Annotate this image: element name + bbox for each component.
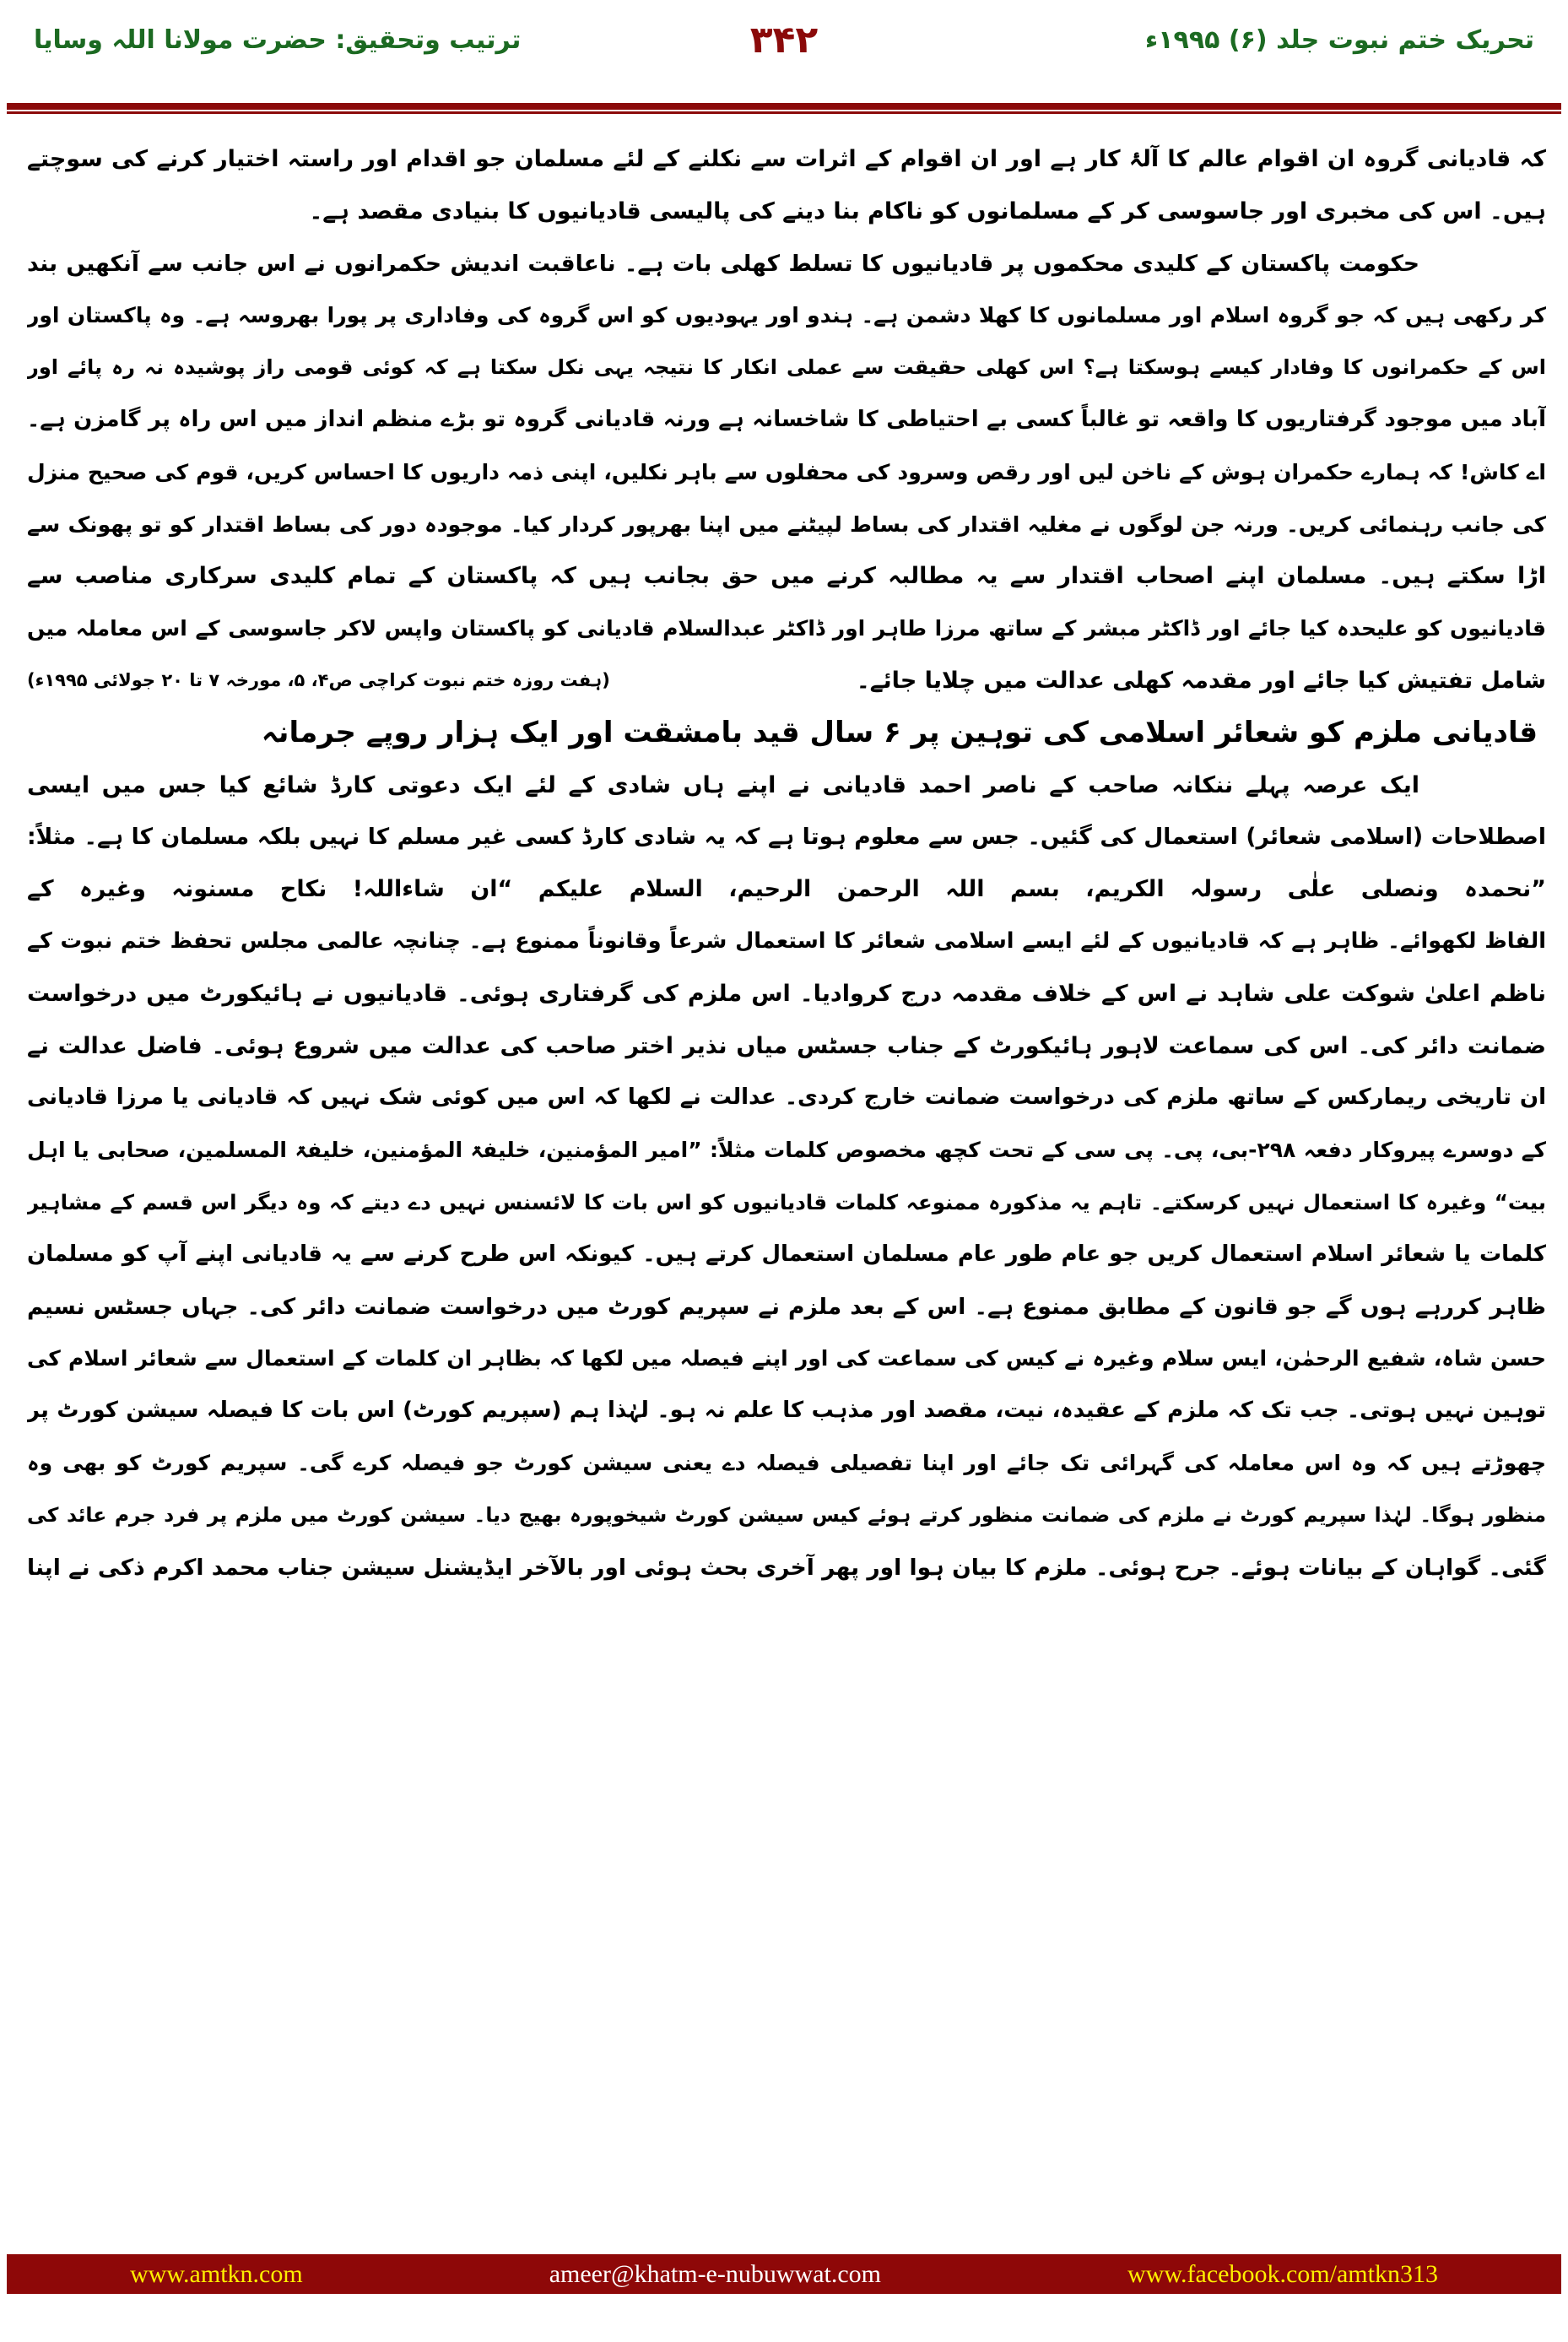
text-line: آباد میں موجود گرفتاریوں کا واقعہ تو غالباً کسی بے احتیاطی کا شاخسانہ ہے ورنہ قادیانی گروہ تو بڑے منظم انداز میں اس راہ پر گامزن ہے۔ — [27, 406, 1546, 432]
text-line: اے کاش! کہ ہمارے حکمران ہوش کے ناخن لیں اور رقص وسرود کی محفلوں سے باہر نکلیں، اپنی ذمہ داریوں کا احساس کریں، قوم کی صحیح منزل — [27, 459, 1546, 484]
source-citation: (ہفت روزہ ختم نبوت کراچی ص۴، ۵، مورخہ ۷ تا ۲۰ جولائی ۱۹۹۵ء) — [27, 669, 610, 690]
text-line: اصطلاحات (اسلامی شعائر) استعمال کی گئیں۔ جس سے معلوم ہوتا ہے کہ یہ شادی کارڈ کسی غیر مسلم کا نہیں بلکہ مسلمان کا ہے۔ مثلاً: — [27, 824, 1546, 851]
text-line: بیت“ وغیرہ کا استعمال نہیں کرسکتے۔ تاہم یہ مذکورہ ممنوعہ کلمات قادیانیوں کو اس بات کا لائسنس نہیں دے دیتے کہ وہ دیگر اس قسم کے مشاہیر — [27, 1189, 1546, 1214]
text-line: ہیں۔ اس کی مخبری اور جاسوسی کر کے مسلمانوں کو ناکام بنا دینے کی پالیسی قادیانیوں کا بنیادی مقصد ہے۔ — [309, 197, 1546, 224]
text-line: چھوڑتے ہیں کہ وہ اس معاملہ کی گہرائی تک جائے اور اپنا تفصیلی فیصلہ دے یعنی سیشن کورٹ جو فیصلہ کرے گی۔ سپریم کورٹ کو بھی وہ — [27, 1450, 1546, 1475]
text-line: گئی۔ گواہان کے بیانات ہوئے۔ جرح ہوئی۔ ملزم کا بیان ہوا اور پھر آخری بحث ہوئی اور بالآخر ایڈیشنل سیشن جناب محمد اکرم ذکی نے اپنا — [27, 1554, 1546, 1581]
text-line: کر رکھی ہیں کہ جو گروہ اسلام اور مسلمانوں کا کھلا دشمن ہے۔ ہندو اور یہودیوں کو اس گروہ کی وفاداری پر پورا بھروسہ ہے۔ وہ پاکستان اور — [27, 303, 1546, 328]
website-link[interactable]: www.amtkn.com — [130, 2259, 303, 2288]
section-heading: قادیانی ملزم کو شعائر اسلامی کی توہین پر ۶ سال قید بامشقت اور ایک ہزار روپے جرمانہ — [261, 715, 1538, 749]
text-line: کی جانب رہنمائی کریں۔ ورنہ جن لوگوں نے مغلیہ اقتدار کی بساط لپیٹنے میں اپنا بھرپور کردار کیا۔ موجودہ دور کی بساط اقتدار کو تو پھونک سے — [27, 511, 1546, 537]
text-line: حسن شاہ، شفیع الرحمٰن، ایس سلام وغیرہ نے کیس کی سماعت کی اور اپنے فیصلہ میں لکھا کہ بظاہر ان کلمات کے استعمال سے شعائر اسلام کی — [27, 1346, 1546, 1371]
volume-title: تحریک ختم نبوت جلد (۶) ۱۹۹۵ء — [1144, 25, 1534, 55]
text-line: اس کے حکمرانوں کا وفادار کیسے ہوسکتا ہے؟ اس کھلی حقیقت سے عملی انکار کا نتیجہ یہی نکل سکتا ہے کہ کوئی قومی راز پوشیدہ نہ رہ پائے اور — [27, 355, 1546, 380]
text-line: اڑا سکتے ہیں۔ مسلمان اپنے اصحاب اقتدار سے یہ مطالبہ کرنے میں حق بجانب ہیں کہ پاکستان کے تمام کلیدی سرکاری مناصب سے — [27, 563, 1546, 590]
compiler-credit: ترتیب وتحقیق: حضرت مولانا اللہ وسایا — [34, 25, 522, 55]
text-line: ”نحمدہ ونصلی علٰی رسولہ الکریم، بسم اللہ الرحمن الرحیم، السلام علیکم “ان شاءاللہ! نکاح مسنونہ وغیرہ کے — [27, 876, 1546, 903]
text-line: منظور ہوگا۔ لہٰذا سپریم کورٹ نے ملزم کی ضمانت منظور کرتے ہوئے کیس سیشن کورٹ شیخوپورہ بھیج دیا۔ سیشن کورٹ میں ملزم پر فرد جرم عائد کی — [27, 1502, 1546, 1527]
facebook-link[interactable]: www.facebook.com/amtkn313 — [1127, 2259, 1438, 2288]
email-link[interactable]: ameer@khatm-e-nubuwwat.com — [549, 2259, 881, 2288]
text-line: ناظم اعلیٰ شوکت علی شاہد نے اس کے خلاف مقدمہ درج کروادیا۔ اس ملزم کی گرفتاری ہوئی۔ قادیانیوں نے ہائیکورٹ میں درخواست — [27, 980, 1546, 1007]
text-line: ایک عرصہ پہلے ننکانہ صاحب کے ناصر احمد قادیانی نے اپنے ہاں شادی کے لئے ایک دعوتی کارڈ شائع کیا جس میں ایسی — [27, 771, 1419, 798]
text-line: حکومت پاکستان کے کلیدی محکموں پر قادیانیوں کا تسلط کھلی بات ہے۔ ناعاقبت اندیش حکمرانوں نے اس جانب سے آنکھیں بند — [27, 250, 1419, 277]
page-number: ۳۴۲ — [749, 19, 819, 62]
text-line: شامل تفتیش کیا جائے اور مقدمہ کھلی عدالت میں چلایا جائے۔ — [856, 667, 1546, 694]
footer-bar — [7, 2254, 1561, 2294]
text-line: کہ قادیانی گروہ ان اقوام عالم کا آلۂ کار ہے اور ان اقوام کے اثرات سے نکلنے کے لئے مسلمان جو اقدام اور راستہ اختیار کرنے کی سوچتے — [27, 146, 1546, 172]
header-divider-thick — [7, 103, 1561, 110]
article-body — [27, 133, 1546, 1593]
text-line: کلمات یا شعائر اسلام استعمال کریں جو عام طور عام مسلمان استعمال کرتے ہیں۔ کیونکہ اس طرح کرنے سے یہ قادیانی اپنے آپ کو مسلمان — [27, 1241, 1546, 1267]
text-line: ضمانت دائر کی۔ اس کی سماعت لاہور ہائیکورٹ کے جناب جسٹس میاں نذیر اختر صاحب کی عدالت میں شروع ہوئی۔ فاضل عدالت نے — [27, 1032, 1546, 1059]
text-line: توہین نہیں ہوتی۔ جب تک کہ ملزم کے عقیدہ، نیت، مقصد اور مذہب کا علم نہ ہو۔ لہٰذا ہم (سپریم کورٹ) اس بات کا فیصلہ سیشن کورٹ پر — [27, 1398, 1546, 1424]
header-divider-thin — [7, 111, 1561, 114]
text-line: کے دوسرے پیروکار دفعہ ۲۹۸-بی، پی۔ پی سی کے تحت کچھ مخصوص کلمات مثلاً: ”امیر المؤمنین، خلیفۃ المؤمنین، خلیفۃ المسلمین، صحابی یا اہل — [27, 1138, 1546, 1163]
text-line: ان تاریخی ریمارکس کے ساتھ ملزم کی درخواست ضمانت خارج کردی۔ عدالت نے لکھا کہ اس میں کوئی شک نہیں کہ قادیانی یا مرزا قادیانی — [27, 1084, 1546, 1111]
text-line: الفاظ لکھوائے۔ ظاہر ہے کہ قادیانیوں کے لئے ایسے اسلامی شعائر کا استعمال شرعاً وقانوناً ممنوع ہے۔ چنانچہ عالمی مجلس تحفظ ختم نبوت کے — [27, 928, 1546, 954]
text-line-with-citation — [27, 655, 1546, 707]
text-line: قادیانیوں کو علیحدہ کیا جائے اور ڈاکٹر مبشر کے ساتھ مرزا طاہر اور ڈاکٹر عبدالسلام قادیانی کو پاکستان واپس لاکر جاسوسی کے اس معاملہ میں — [27, 616, 1546, 641]
text-line: ظاہر کررہے ہوں گے جو قانون کے مطابق ممنوع ہے۔ اس کے بعد ملزم نے سپریم کورٹ میں درخواست ضمانت دائر کی۔ جہاں جسٹس نسیم — [27, 1293, 1546, 1320]
